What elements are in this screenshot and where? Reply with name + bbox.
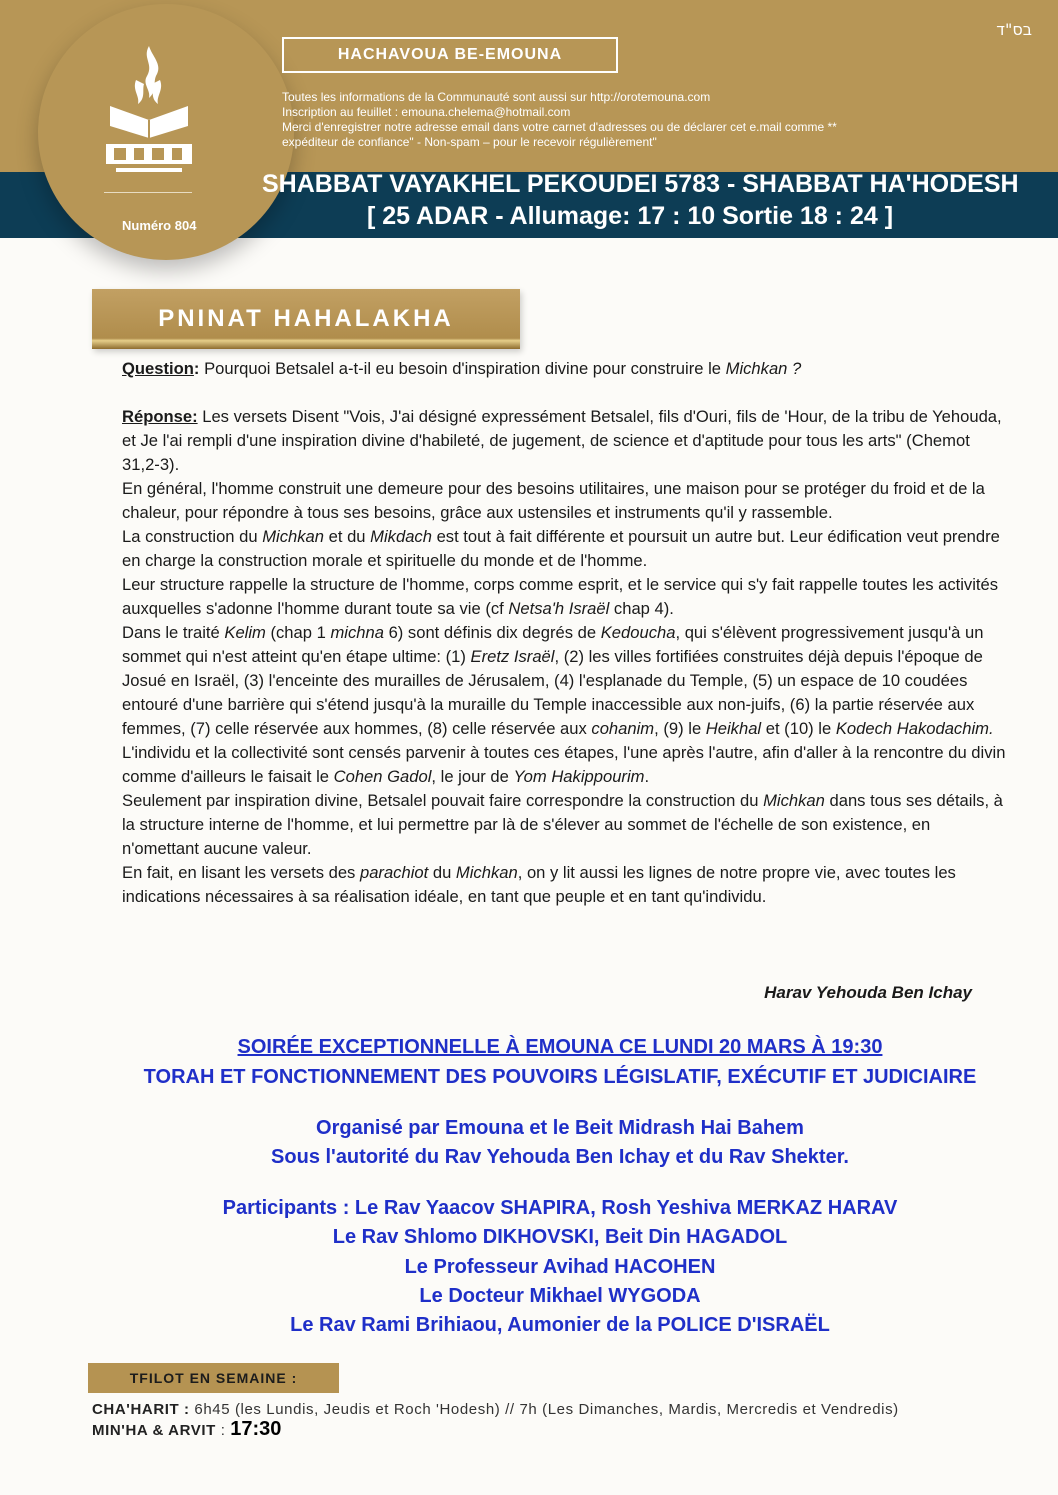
shabbat-times: [ 25 ADAR - Allumage: 17 : 10 Sortie 18 : 24 ]: [366, 202, 894, 230]
minha-label: MIN'HA & ARVIT: [92, 1422, 216, 1439]
event-participant: Le Docteur Mikhael WYGODA: [419, 1285, 701, 1307]
minha-schedule: MIN'HA & ARVIT : 17:30: [92, 1418, 282, 1440]
chaharit-value: 6h45 (les Lundis, Jeudis et Roch 'Hodesh) // 7h (Les Dimanches, Mardis, Mercredis et Vendredis): [189, 1401, 899, 1418]
event-title[interactable]: [60, 1036, 1058, 1059]
newsletter-title: HACHAVOUA BE-EMOUNA: [282, 37, 618, 73]
event-authority: Sous l'autorité du Rav Yehouda Ben Ichay et du Rav Shekter.: [271, 1146, 849, 1168]
info-line: Merci d'enregistrer notre adresse email dans votre carnet d'adresses ou de déclarer cet e.mail comme **: [282, 120, 837, 134]
event-organizer: Organisé par Emouna et le Beit Midrash Hai Bahem: [316, 1117, 804, 1139]
event-participant: Le Rav Shlomo DIKHOVSKI, Beit Din HAGADOL: [332, 1226, 788, 1248]
info-line: Toutes les informations de la Communauté sont aussi sur http://orotemouna.com: [282, 90, 711, 104]
event-subtitle: TORAH ET FONCTIONNEMENT DES POUVOIRS LÉGISLATIF, EXÉCUTIF ET JUDICIAIRE: [143, 1066, 977, 1088]
event-participant: Participants : Le Rav Yaacov SHAPIRA, Rosh Yeshiva MERKAZ HARAV: [222, 1197, 898, 1219]
section-banner: [92, 289, 520, 349]
paragraph: Leur structure rappelle la structure de l'homme, corps comme esprit, et le service qui s'y fait rappelle toutes les activités auxquelles s'adonne l'homme durant toute sa vie (cf Netsa'h Israël chap 4).: [122, 575, 999, 618]
paragraph: La construction du Michkan et du Mikdach est tout à fait différente et poursuit un autre but. Leur édification veut prendre en charge la construction morale et spirituelle du monde et de l'homme.: [122, 527, 1000, 570]
minha-time: 17:30: [230, 1418, 282, 1440]
paragraph: En général, l'homme construit une demeure pour des besoins utilitaires, une maison pour se protéger du froid et de la chaleur, pour répondre à tous ses besoins, grâce aux ustensiles et instruments qu'il y rassemble.: [122, 479, 985, 522]
article: [122, 357, 1006, 909]
bsd-mark: בס"ד: [996, 20, 1032, 39]
paragraph: Seulement par inspiration divine, Betsalel pouvait faire correspondre la construction du Michkan dans tous ses détails, à la structure interne de l'homme, et lui permettre par là de s'élever au sommet de l'échelle de son existence, en n'omettant aucune valeur.: [122, 791, 1003, 858]
chaharit-schedule: [92, 1401, 899, 1418]
logo-divider: [104, 192, 192, 193]
answer-label: Réponse:: [122, 407, 198, 426]
shabbat-title: SHABBAT VAYAKHEL PEKOUDEI 5783 - SHABBAT HA'HODESH: [262, 170, 1019, 198]
event-participant: Le Professeur Avihad HACOHEN: [404, 1256, 716, 1278]
emouna-logo-icon: [102, 40, 197, 180]
event-title-link[interactable]: SOIRÉE EXCEPTIONNELLE À EMOUNA CE LUNDI 20 MARS À 19:30: [237, 1036, 883, 1058]
answer: Réponse: Les versets Disent "Vois, J'ai désigné expressément Betsalel, fils d'Ouri, fils de 'Hour, de la tribu de Yehouda, et Je l'ai rempli d'une inspiration divine d'habileté, de jugement, de science et d'aptitude pour tous les arts" (Chemot 31,2-3).: [122, 407, 1002, 474]
info-line: expéditeur de confiance" - Non-spam – pour le recevoir régulièrement": [282, 135, 657, 149]
article-author: Harav Yehouda Ben Ichay: [764, 983, 972, 1002]
section-title: PNINAT HAHALAKHA: [158, 305, 454, 332]
info-block: [282, 90, 982, 150]
question-label: Question: [122, 359, 194, 378]
event-participant: Le Rav Rami Brihiaou, Aumonier de la POLICE D'ISRAËL: [290, 1314, 830, 1336]
shabbat-heading: [262, 168, 1019, 232]
paragraph: L'individu et la collectivité sont censés parvenir à toutes ces étapes, l'une après l'autre, afin d'aller à la rencontre du divin comme d'ailleurs le faisait le Cohen Gadol, le jour de Yom Hakippourim.: [122, 743, 1006, 786]
paragraph: Dans le traité Kelim (chap 1 michna 6) sont définis dix degrés de Kedoucha, qui s'élèvent progressivement jusqu'à un sommet qui n'est atteint qu'en étape ultime: (1) Eretz Israël, (2) les villes fortifiées construites déjà depuis l'époque de Josué en Israël, (3) l'enceinte des murailles de Jérusalem, (4) l'esplanade du Temple, (5) un espace de 10 coudées entouré d'une barrière qui s'étend jusqu'à la muraille du Temple inaccessible aux non-juifs, (6) la partie réservée aux femmes, (7) celle réservée aux hommes, (8) celle réservée aux cohanim, (9) le Heikhal et (10) le Kodech Hakodachim.: [122, 623, 994, 738]
question: Question: Pourquoi Betsalel a-t-il eu besoin d'inspiration divine pour construire le Michkan ?: [122, 359, 802, 378]
tfilot-banner: TFILOT EN SEMAINE :: [88, 1363, 339, 1393]
issue-number: Numéro 804: [122, 218, 197, 233]
paragraph: En fait, en lisant les versets des parachiot du Michkan, on y lit aussi les lignes de notre propre vie, avec toutes les indications nécessaires à sa réalisation idéale, en tant que peuple et en tant qu'individu.: [122, 863, 956, 906]
info-line: Inscription au feuillet : emouna.chelema@hotmail.com: [282, 105, 571, 119]
chaharit-label: CHA'HARIT :: [92, 1401, 190, 1418]
